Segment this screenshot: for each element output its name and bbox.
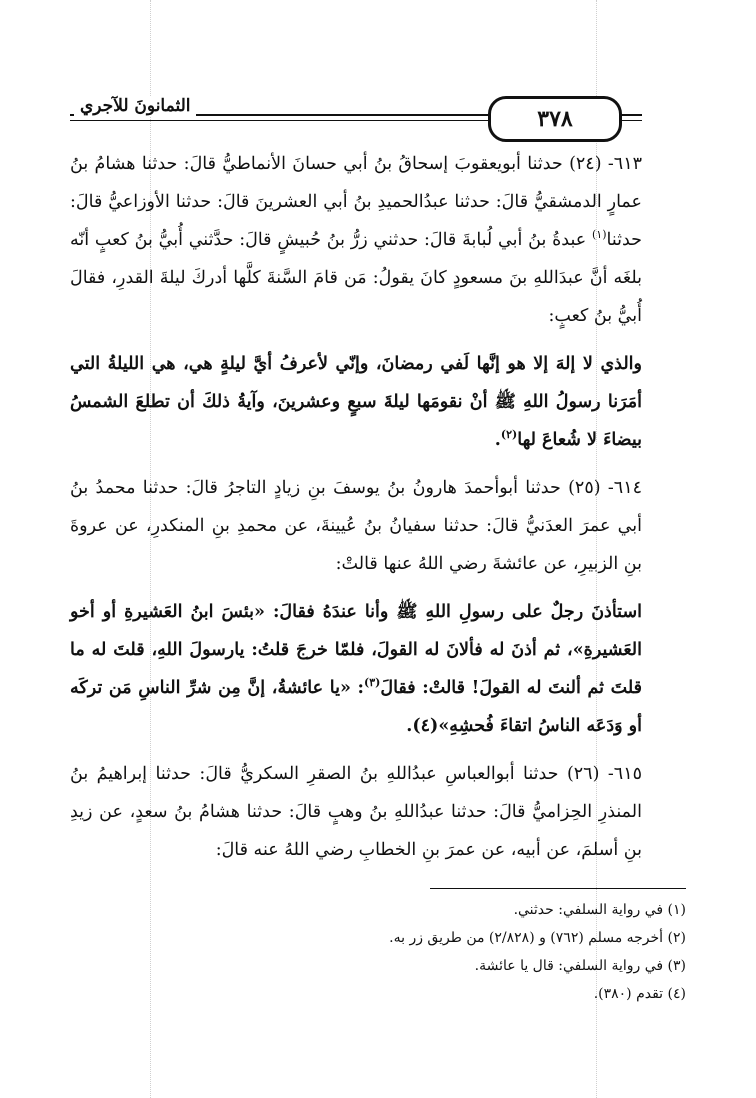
running-title: الثمانونَ للآجري: [74, 96, 196, 116]
footnote: (١) في رواية السلفي: حدثني.: [513, 902, 686, 918]
hadith-paragraph: [70, 593, 642, 745]
paragraph-text: ٦١٤- (٢٥) حدثنا أبوأحمدَ هارونُ بنُ يوسفَ بنِ زيادٍ التاجرُ قالَ: حدثنا محمدُ بنُ أبي عمرَ العدَنيُّ قالَ: حدثنا سفيانُ بنُ عُيينةَ، عن محمدِ بنِ المنكدرِ، عن عروةَ بنِ الزبيرِ، عن عائشةَ رضي اللهُ عنها قالتْ:: [70, 478, 642, 574]
paragraph-text: : «يا عائشةُ، إنَّ مِن شرِّ الناسِ مَن تركَه أو وَدَعَه الناسُ اتقاءَ فُحشِهِ»(٤).: [70, 678, 642, 736]
footnotes: [286, 896, 686, 1008]
narration-paragraph: [70, 469, 642, 583]
page-body: [70, 145, 642, 879]
paragraph-text: استأذنَ رجلٌ على رسولِ اللهِ ﷺ وأنا عندَهُ فقالَ: «بئسَ ابنُ العَشيرةِ أو أخو العَشيرةِ»، ثم أذنَ له فألانَ له القولَ، فلمّا خرجَ قلتُ: يارسولَ اللهِ، قلتَ له ما قلتَ ثم ألنتَ له القولَ! قالتْ: فقالَ: [70, 602, 642, 698]
paragraph-text: ٦١٥- (٢٦) حدثنا أبوالعباسِ عبدُاللهِ بنُ الصقرِ السكريُّ قالَ: حدثنا إبراهيمُ بنُ المنذرِ الحِزاميُّ قالَ: حدثنا عبدُاللهِ بنُ وهبٍ قالَ: حدثنا هشامُ بنُ سعدٍ، عن زيدِ بنِ أسلمَ، عن أبيه، عن عمرَ بنِ الخطابِ رضي اللهُ عنه قالَ:: [70, 764, 642, 860]
paragraph-text: ٦١٣- (٢٤) حدثنا أبويعقوبَ إسحاقُ بنُ أبي حسانَ الأنماطيُّ قالَ: حدثنا هشامُ بنُ عمارٍ الدمشقيُّ قالَ: حدثنا عبدُالحميدِ بنُ أبي العشرينَ قالَ: حدثنا الأوزاعيُّ قالَ: حدثنا: [70, 154, 642, 250]
footnote-marker: (٣): [364, 676, 381, 690]
footnote-separator: [430, 888, 686, 889]
footnote: (٣) في رواية السلفي: قال يا عائشة.: [474, 958, 686, 974]
footnote: (٤) تقدم (٣٨٠).: [593, 986, 686, 1002]
paragraph-text: والذي لا إلهَ إلا هو إنَّها لَفي رمضانَ، وإنّي لأعرفُ أيَّ ليلةٍ هي، هي الليلةُ التي أمَرَنا رسولُ اللهِ ﷺ أنْ نقومَها ليلةَ سبعٍ وعشرينَ، وآيةُ ذلكَ أن تطلعَ الشمسُ بيضاءَ لا شُعاعَ لها: [70, 354, 642, 450]
narration-paragraph: [70, 145, 642, 335]
footnote: (٢) أخرجه مسلم (٧٦٢) و (٢/٨٢٨) من طريق زر به.: [389, 930, 686, 946]
narration-paragraph: [70, 755, 642, 869]
footnote-marker: (٢): [500, 428, 518, 442]
hadith-paragraph: [70, 345, 642, 459]
page-number: ٣٧٨: [488, 96, 622, 142]
paragraph-text: .: [494, 430, 501, 450]
paragraph-text: عبدةُ بنُ أبي لُبابةَ قالَ: حدثني زرُّ بنُ حُبيشٍ قالَ: حدَّثني أُبيُّ بنُ كعبٍ أنّه بلغَه أنَّ عبدَاللهِ بنَ مسعودٍ كانَ يقولُ: مَن قامَ السَّنةَ كلَّها أدركَ ليلةَ القدرِ، فقالَ أُبيُّ بنُ كعبٍ:: [70, 230, 642, 326]
footnote-marker: (١): [591, 228, 607, 242]
running-header: [70, 96, 642, 138]
